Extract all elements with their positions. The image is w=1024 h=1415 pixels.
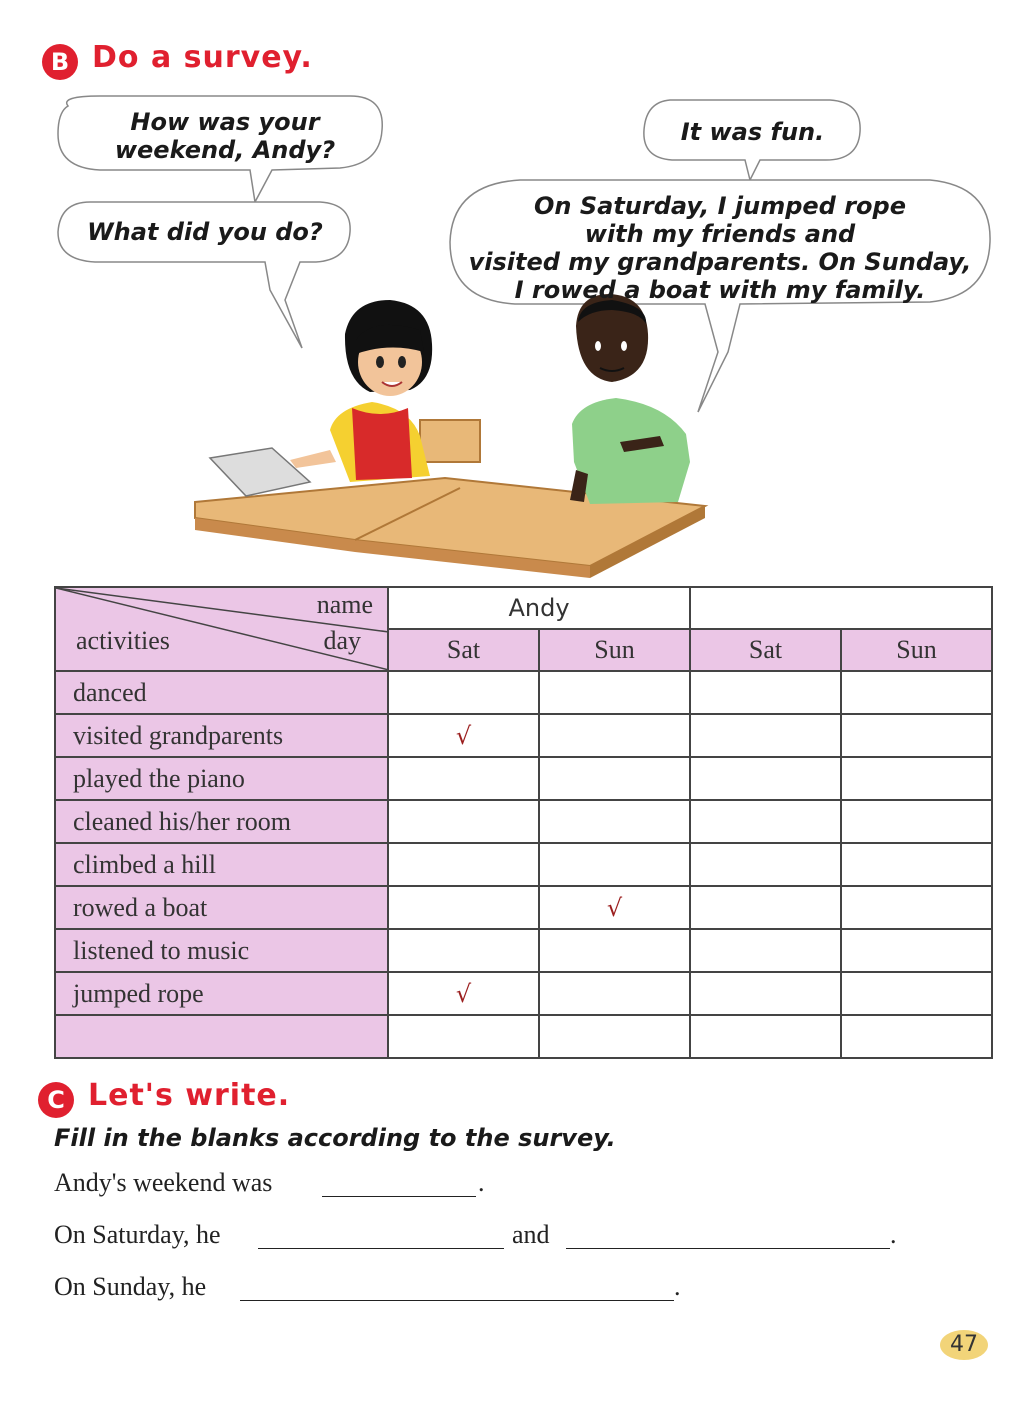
- instruction-text: Fill in the blanks according to the survey.: [54, 1124, 616, 1152]
- check-cell[interactable]: [388, 1015, 539, 1058]
- check-cell[interactable]: [841, 843, 992, 886]
- table-row: [55, 843, 992, 886]
- bubble-line: How was your: [130, 108, 320, 136]
- line1-end: .: [478, 1168, 485, 1197]
- bubble-line: I rowed a boat with my family.: [514, 276, 926, 304]
- check-cell[interactable]: [841, 714, 992, 757]
- check-cell[interactable]: [539, 671, 690, 714]
- corner-day-label: day: [323, 626, 361, 655]
- survey-table: [54, 586, 993, 1059]
- check-cell[interactable]: [690, 929, 841, 972]
- check-cell[interactable]: [690, 671, 841, 714]
- bubble-line: On Saturday, I jumped rope: [534, 192, 906, 220]
- activity-cell: danced: [55, 671, 388, 714]
- boy-illustration: [570, 294, 690, 504]
- activity-cell: visited grandparents: [55, 714, 388, 757]
- check-cell[interactable]: [690, 757, 841, 800]
- check-cell[interactable]: [388, 972, 539, 1015]
- check-cell[interactable]: [388, 757, 539, 800]
- check-cell[interactable]: [388, 929, 539, 972]
- check-cell[interactable]: [539, 714, 690, 757]
- section-b-badge: B: [42, 44, 78, 80]
- blank-saturday-1[interactable]: [258, 1248, 504, 1249]
- section-c-badge: C: [38, 1082, 74, 1118]
- check-cell[interactable]: [539, 972, 690, 1015]
- check-cell[interactable]: [388, 843, 539, 886]
- activity-cell: rowed a boat: [55, 886, 388, 929]
- check-cell[interactable]: [841, 800, 992, 843]
- table-row: [55, 757, 992, 800]
- check-cell[interactable]: [841, 757, 992, 800]
- blank-saturday-2[interactable]: [566, 1248, 890, 1249]
- bubble-line: visited my grandparents. On Sunday,: [468, 248, 972, 276]
- corner-name-label: name: [316, 590, 373, 619]
- day-header: Sat: [690, 629, 841, 671]
- corner-activities-label: activities: [76, 626, 170, 655]
- table-row: [55, 671, 992, 714]
- check-cell[interactable]: [690, 886, 841, 929]
- check-cell[interactable]: [690, 972, 841, 1015]
- activity-cell: played the piano: [55, 757, 388, 800]
- day-header: Sun: [539, 629, 690, 671]
- check-cell[interactable]: [539, 1015, 690, 1058]
- blank-sunday[interactable]: [240, 1300, 674, 1301]
- girl-illustration: [290, 300, 432, 482]
- blank-weekend[interactable]: [322, 1196, 476, 1197]
- page-number: 47: [940, 1330, 988, 1360]
- bubble-how-was-text: [100, 108, 350, 164]
- activity-cell: [55, 1015, 388, 1058]
- check-cell[interactable]: [539, 757, 690, 800]
- table-row: [55, 714, 992, 757]
- activity-cell: listened to music: [55, 929, 388, 972]
- check-cell[interactable]: [388, 886, 539, 929]
- line3-end: .: [674, 1272, 681, 1301]
- check-cell[interactable]: [841, 929, 992, 972]
- activity-cell: cleaned his/her room: [55, 800, 388, 843]
- bubble-line: with my friends and: [584, 220, 856, 248]
- check-cell[interactable]: [539, 886, 690, 929]
- table-row: [55, 929, 992, 972]
- check-mark-icon: √: [606, 893, 623, 922]
- check-cell[interactable]: [841, 1015, 992, 1058]
- check-cell[interactable]: [388, 800, 539, 843]
- check-cell[interactable]: [690, 800, 841, 843]
- table-row: [55, 972, 992, 1015]
- section-c-title: Let's write.: [88, 1078, 291, 1113]
- name-cell-1: Andy: [388, 587, 690, 629]
- line2-end: .: [890, 1220, 897, 1249]
- table-row: [55, 800, 992, 843]
- check-cell[interactable]: [539, 929, 690, 972]
- day-header: Sun: [841, 629, 992, 671]
- check-cell[interactable]: [841, 671, 992, 714]
- check-cell[interactable]: [539, 800, 690, 843]
- check-cell[interactable]: [690, 714, 841, 757]
- table-row: [55, 886, 992, 929]
- check-cell[interactable]: [388, 714, 539, 757]
- line1-prefix: Andy's weekend was: [54, 1168, 273, 1197]
- activity-cell: climbed a hill: [55, 843, 388, 886]
- bubble-it-was-fun-text: It was fun.: [680, 118, 825, 146]
- activity-cell: jumped rope: [55, 972, 388, 1015]
- bubble-answer-text: [455, 192, 985, 304]
- bubble-line: weekend, Andy?: [114, 136, 336, 164]
- line2-middle: and: [512, 1220, 550, 1249]
- check-cell[interactable]: [690, 1015, 841, 1058]
- line2-prefix: On Saturday, he: [54, 1220, 221, 1249]
- line3-prefix: On Sunday, he: [54, 1272, 207, 1301]
- check-cell[interactable]: [388, 671, 539, 714]
- day-header: Sat: [388, 629, 539, 671]
- check-mark-icon: √: [455, 979, 472, 1008]
- check-cell[interactable]: [841, 886, 992, 929]
- bubble-what-did-text: What did you do?: [87, 218, 323, 246]
- table-row: [55, 1015, 992, 1058]
- section-b-title: Do a survey.: [92, 40, 313, 75]
- name-cell-2: [690, 587, 992, 629]
- check-cell[interactable]: [841, 972, 992, 1015]
- table-corner-cell: [55, 587, 388, 671]
- check-cell[interactable]: [539, 843, 690, 886]
- check-cell[interactable]: [690, 843, 841, 886]
- check-mark-icon: √: [455, 721, 472, 750]
